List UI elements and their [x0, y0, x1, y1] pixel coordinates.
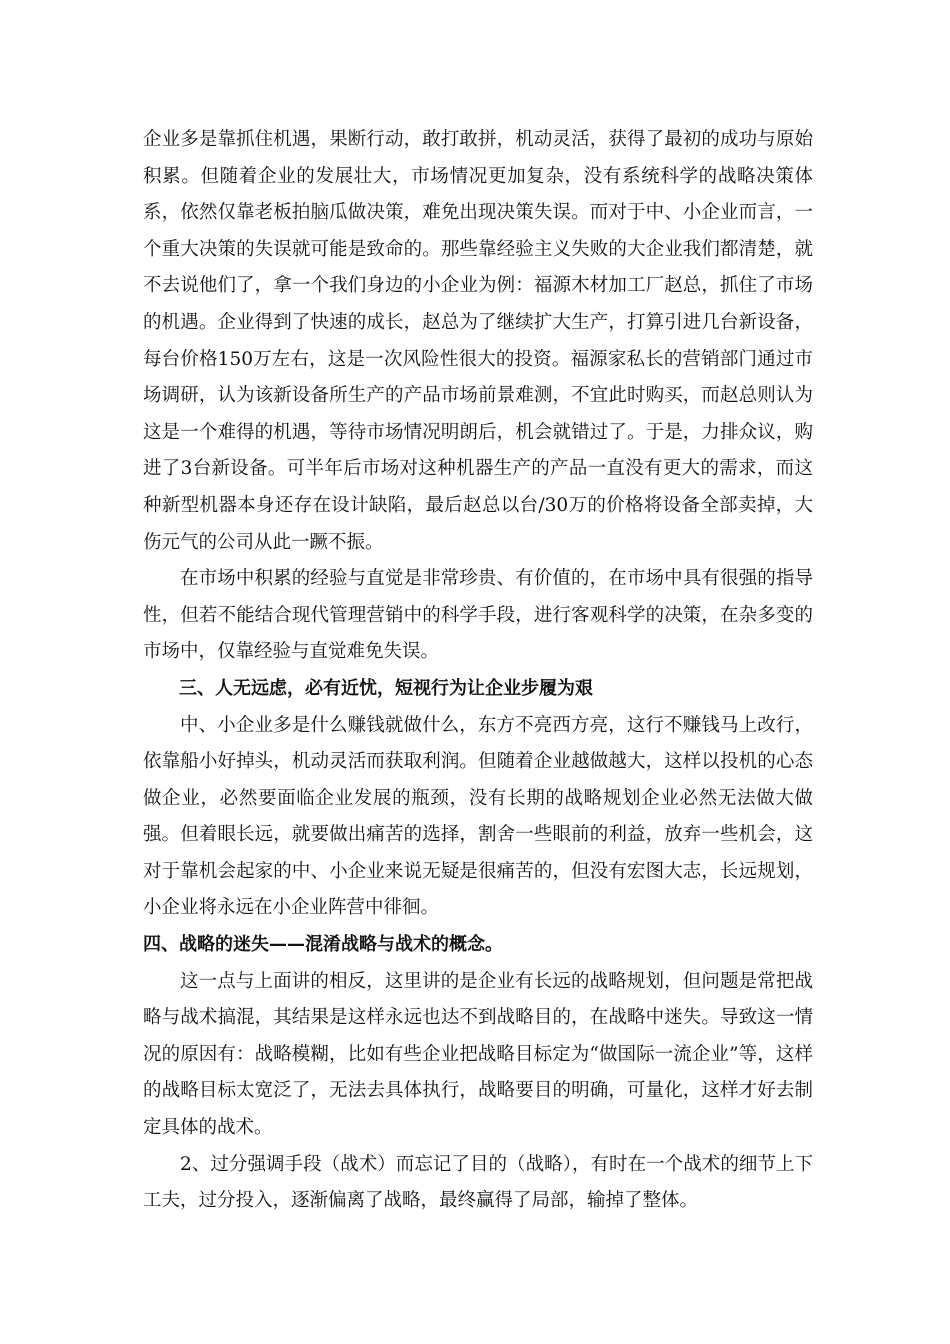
paragraph-experience-intuition: 在市场中积累的经验与直觉是非常珍贵、有价值的，在市场中具有很强的指导性，但若不能结合现代管理营销中的科学手段，进行客观科学的决策，在杂多变的市场中，仅靠经验与直觉难免失误。: [143, 568, 813, 663]
paragraph-decision-failure: 企业多是靠抓住机遇，果断行动，敢打敢拼，机动灵活，获得了最初的成功与原始积累。但随着企业的发展壮大，市场情况更加复杂，没有系统科学的战略决策体系，依然仅靠老板拍脑瓜做决策，难免出现决策失误。而对于中、小企业而言，一个重大决策的失误就可能是致命的。那些靠经验主义失败的大企业我们都清楚，就不去说他们了，拿一个我们身边的小企业为例：福源木材加工厂赵总，抓住了市场的机遇。企业得到了快速的成长，赵总为了继续扩大生产，打算引进几台新设备，每台价格150万左右，这是一次风险性很大的投资。福源家私长的营销部门通过市场调研，认为该新设备所生产的产品市场前景难测，不宜此时购买，而赵总则认为这是一个难得的机遇，等待市场情况明朗后，机会就错过了。于是，力排众议，购进了3台新设备。可半年后市场对这种机器生产的产品一直没有更大的需求，而这种新型机器本身还存在设计缺陷，最后赵总以台/30万的价格将设备全部卖掉，大伤元气的公司从此一蹶不振。: [143, 129, 813, 553]
paragraph-short-sighted: 中、小企业多是什么赚钱就做什么，东方不亮西方亮，这行不赚钱马上改行，依靠船小好掉头，机动灵活而获取利润。但随着企业越做越大，这样以投机的心态做企业，必然要面临企业发展的瓶颈，没有长期的战略规划企业必然无法做大做强。但着眼长远，就要做出痛苦的选择，割舍一些眼前的利益，放弃一些机会，这对于靠机会起家的中、小企业来说无疑是很痛苦的，但没有宏图大志，长远规划，小企业将永远在小企业阵营中徘徊。: [143, 714, 813, 919]
paragraph-point-two: 2、过分强调手段（战术）而忘记了目的（战略），有时在一个战术的细节上下工夫，过分投入，逐渐偏离了战略，最终赢得了局部，输掉了整体。: [143, 1153, 813, 1212]
paragraph-strategy-confusion: 这一点与上面讲的相反，这里讲的是企业有长远的战略规划，但问题是常把战略与战术搞混，其结果是这样永远也达不到战略目的，在战略中迷失。导致这一情况的原因有：战略模糊，比如有些企业把战略目标定为“做国际一流企业”等，这样的战略目标太宽泛了，无法去具体执行，战略要目的明确，可量化，这样才好去制定具体的战术。: [143, 970, 813, 1139]
section-heading-three: 三、人无远虑，必有近忧，短视行为让企业步履为艰: [179, 677, 593, 699]
document-body: [143, 122, 813, 1220]
section-heading-four: 四、战略的迷失——混淆战略与战术的概念。: [143, 934, 503, 956]
